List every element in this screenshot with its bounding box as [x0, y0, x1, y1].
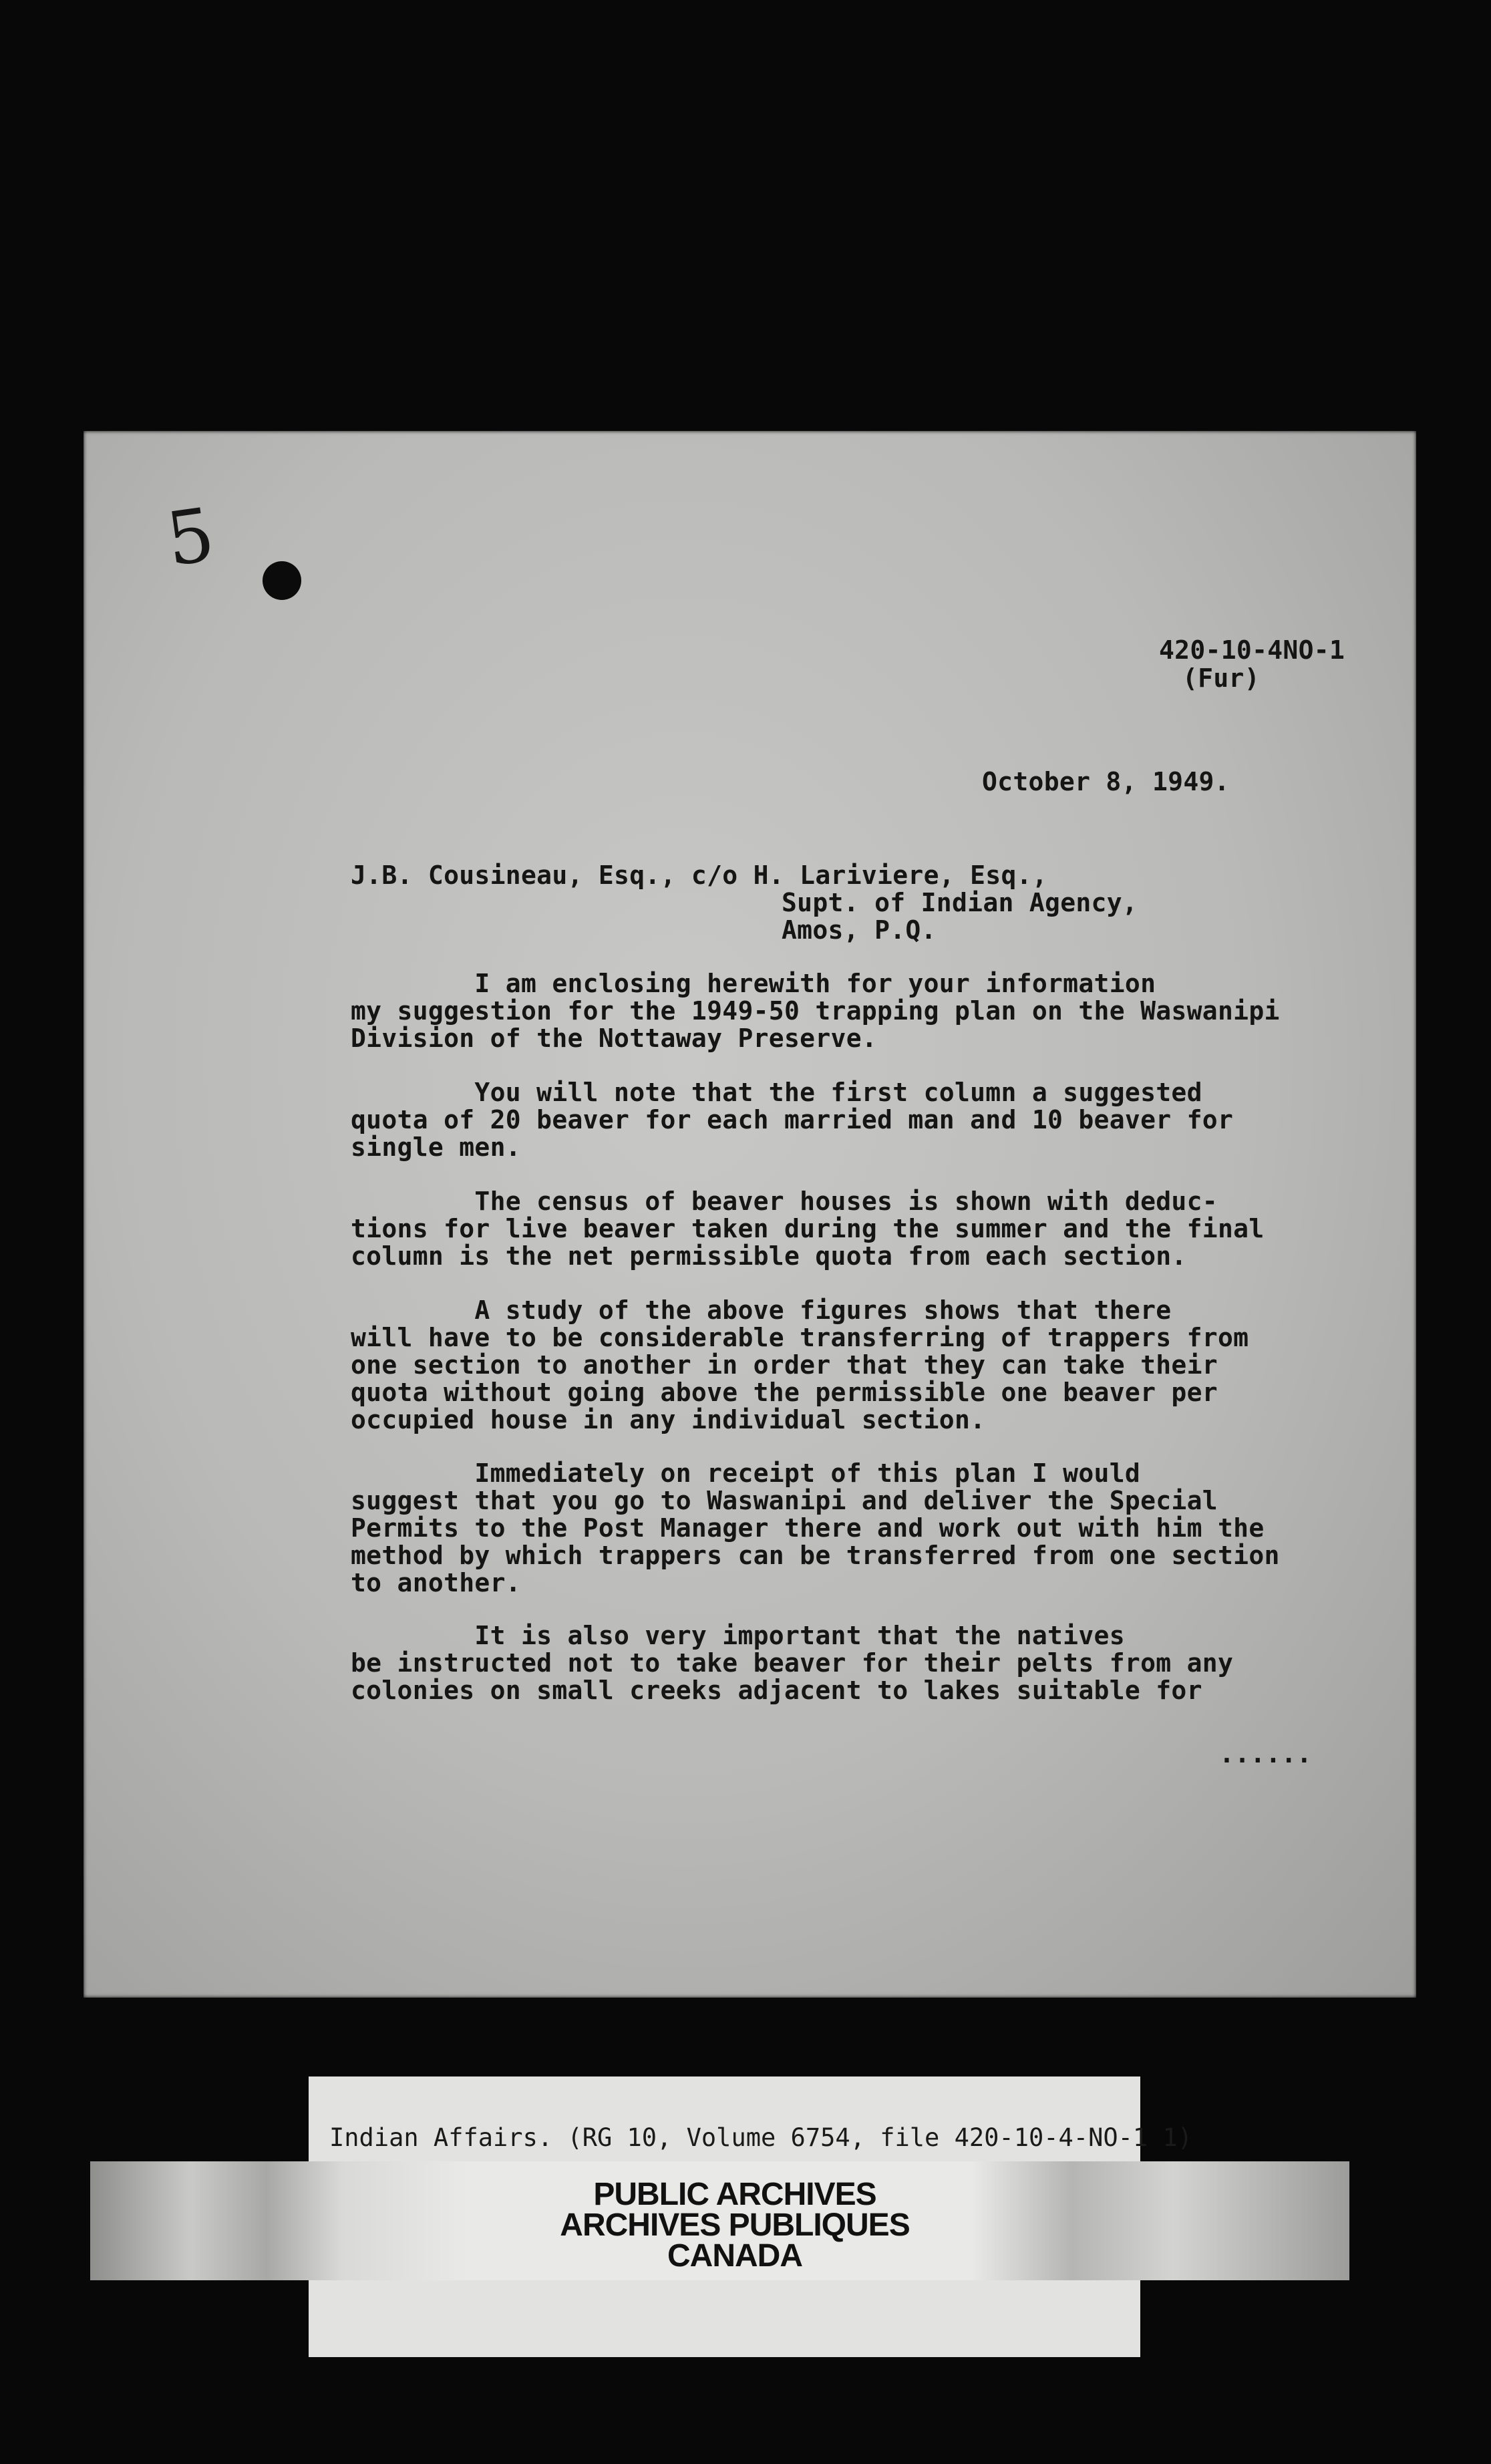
letter-date: October 8, 1949. — [982, 767, 1230, 796]
archive-stamp — [441, 2179, 1029, 2272]
body-paragraph: I am enclosing herewith for your information my suggestion for the 1949-50 trapping plan on the Waswanipi Division of the Nottaway Preserve. — [351, 969, 1280, 1053]
file-reference: 420-10-4NO-1 — [1159, 635, 1345, 665]
body-paragraph: Immediately on receipt of this plan I would suggest that you go to Waswanipi and deliver the Special Permits to the Post Manager there and work out with him the method by which trappers can be transferred from one section to another. — [351, 1458, 1280, 1597]
body-paragraph: The census of beaver houses is shown with deduc- tions for live beaver taken during the summer and the final column is the net permissible quota from each section. — [351, 1187, 1265, 1271]
address-line: J.B. Cousineau, Esq., c/o H. Lariviere, Esq., — [351, 861, 1048, 890]
body-paragraph: It is also very important that the natives be instructed not to take beaver for their pelts from any colonies on small creeks adjacent to lakes suitable for — [351, 1621, 1234, 1705]
stamp-line-french: ARCHIVES PUBLIQUES — [560, 2207, 910, 2243]
margin-handwritten-mark: 5 — [161, 491, 220, 583]
address-line: Supt. of Indian Agency, — [782, 888, 1138, 917]
continuation-dots: ...... — [1219, 1739, 1313, 1768]
body-paragraph: You will note that the first column a suggested quota of 20 beaver for each married man and 10 beaver for single men. — [351, 1078, 1234, 1162]
body-paragraph: A study of the above figures shows that there will have to be considerable transferring of trappers from one section to another in order that they can take their quota without going above the permissible one beaver per occupied house in any individual section. — [351, 1295, 1249, 1434]
stamp-line-country: CANADA — [667, 2238, 802, 2274]
file-reference-sub: (Fur) — [1182, 663, 1260, 693]
letter-page — [84, 431, 1416, 1998]
address-line: Amos, P.Q. — [782, 915, 937, 945]
archive-caption: Indian Affairs. (RG 10, Volume 6754, file 420-10-4-NO-1 1) — [329, 2123, 1193, 2152]
punch-hole — [263, 561, 301, 600]
stamp-line-english: PUBLIC ARCHIVES — [593, 2177, 876, 2212]
